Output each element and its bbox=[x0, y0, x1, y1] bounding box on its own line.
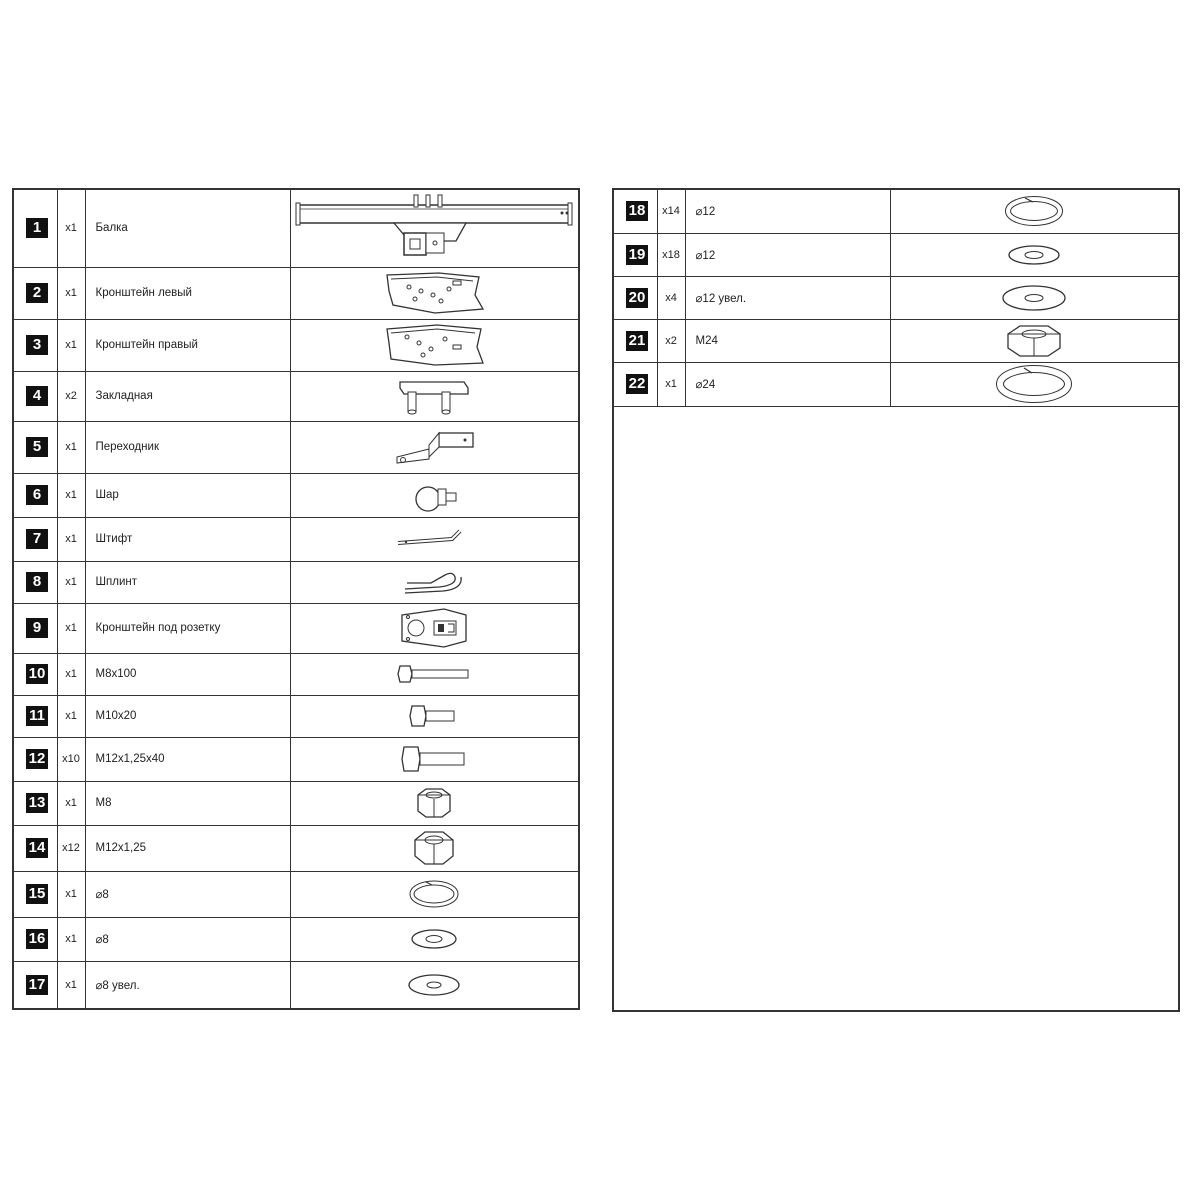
left-bracket-icon bbox=[291, 269, 579, 317]
large-spring-washer-icon bbox=[891, 363, 1179, 405]
item-quantity: x1 bbox=[57, 517, 85, 561]
item-name: M12x1,25x40 bbox=[85, 737, 290, 781]
item-name: M10x20 bbox=[85, 695, 290, 737]
item-quantity: x4 bbox=[657, 276, 685, 319]
table-row bbox=[13, 319, 579, 371]
table-row bbox=[13, 189, 579, 267]
item-quantity: x18 bbox=[657, 233, 685, 276]
item-name: Кронштейн правый bbox=[85, 319, 290, 371]
item-number: 6 bbox=[26, 485, 48, 505]
spring-washer-icon bbox=[891, 193, 1179, 229]
item-quantity: x14 bbox=[657, 189, 685, 233]
item-name: ⌀8 увел. bbox=[85, 961, 290, 1009]
item-name: Закладная bbox=[85, 371, 290, 421]
item-name: ⌀8 bbox=[85, 917, 290, 961]
table-row bbox=[13, 371, 579, 421]
item-number: 16 bbox=[26, 929, 48, 949]
item-name: Шплинт bbox=[85, 561, 290, 603]
item-number: 20 bbox=[626, 288, 648, 308]
item-name: M8 bbox=[85, 781, 290, 825]
item-quantity: x1 bbox=[57, 421, 85, 473]
item-quantity: x1 bbox=[57, 961, 85, 1009]
tow-ball-icon bbox=[291, 475, 579, 515]
item-name: Переходник bbox=[85, 421, 290, 473]
item-name: ⌀12 увел. bbox=[685, 276, 890, 319]
item-name: Балка bbox=[85, 189, 290, 267]
parts-table-right bbox=[612, 188, 1180, 1012]
large-washer-icon bbox=[291, 969, 579, 1001]
item-name: Кронштейн под розетку bbox=[85, 603, 290, 653]
table-row bbox=[13, 473, 579, 517]
table-row bbox=[13, 421, 579, 473]
table-row bbox=[13, 917, 579, 961]
item-quantity: x1 bbox=[57, 561, 85, 603]
socket-bracket-icon bbox=[291, 605, 579, 651]
embedded-plate-icon bbox=[291, 374, 579, 418]
item-quantity: x1 bbox=[57, 781, 85, 825]
item-quantity: x2 bbox=[657, 319, 685, 362]
table-row bbox=[613, 319, 1179, 362]
short-bolt-icon bbox=[291, 702, 579, 730]
item-number: 12 bbox=[26, 749, 48, 769]
item-name: ⌀12 bbox=[685, 189, 890, 233]
table-row bbox=[13, 653, 579, 695]
item-number: 8 bbox=[26, 572, 48, 592]
tow-beam-icon bbox=[291, 193, 579, 263]
table-row bbox=[13, 871, 579, 917]
item-number: 18 bbox=[626, 201, 648, 221]
parts-table-left bbox=[12, 188, 580, 1010]
item-number: 2 bbox=[26, 283, 48, 303]
flat-washer-icon bbox=[291, 924, 579, 954]
item-number: 7 bbox=[26, 529, 48, 549]
item-quantity: x1 bbox=[57, 871, 85, 917]
item-quantity: x1 bbox=[657, 362, 685, 406]
item-number: 19 bbox=[626, 245, 648, 265]
table-row bbox=[13, 825, 579, 871]
item-number: 10 bbox=[26, 664, 48, 684]
item-quantity: x10 bbox=[57, 737, 85, 781]
table-row bbox=[13, 267, 579, 319]
item-quantity: x1 bbox=[57, 267, 85, 319]
item-name: ⌀24 bbox=[685, 362, 890, 406]
table-row bbox=[613, 276, 1179, 319]
table-row bbox=[613, 189, 1179, 233]
cotter-pin-icon bbox=[291, 567, 579, 597]
item-quantity: x1 bbox=[57, 603, 85, 653]
item-number: 11 bbox=[26, 706, 48, 726]
medium-bolt-icon bbox=[291, 743, 579, 775]
item-quantity: x1 bbox=[57, 319, 85, 371]
item-name: Кронштейн левый bbox=[85, 267, 290, 319]
table-row bbox=[613, 362, 1179, 406]
item-name: ⌀12 bbox=[685, 233, 890, 276]
item-number: 1 bbox=[26, 218, 48, 238]
spring-washer-icon bbox=[291, 877, 579, 911]
item-name: Штифт bbox=[85, 517, 290, 561]
adapter-icon bbox=[291, 427, 579, 467]
item-name: M12x1,25 bbox=[85, 825, 290, 871]
item-quantity: x1 bbox=[57, 917, 85, 961]
item-quantity: x1 bbox=[57, 653, 85, 695]
table-row bbox=[613, 233, 1179, 276]
item-number: 15 bbox=[26, 884, 48, 904]
item-quantity: x1 bbox=[57, 473, 85, 517]
table-row bbox=[13, 961, 579, 1009]
item-number: 17 bbox=[26, 975, 48, 995]
long-bolt-icon bbox=[291, 660, 579, 688]
item-quantity: x2 bbox=[57, 371, 85, 421]
large-washer-icon bbox=[891, 281, 1179, 315]
item-name: Шар bbox=[85, 473, 290, 517]
item-quantity: x1 bbox=[57, 695, 85, 737]
flat-washer-icon bbox=[891, 240, 1179, 270]
item-name: ⌀8 bbox=[85, 871, 290, 917]
table-row bbox=[13, 781, 579, 825]
item-name: M24 bbox=[685, 319, 890, 362]
item-number: 22 bbox=[626, 374, 648, 394]
small-nut-icon bbox=[291, 785, 579, 821]
table-row bbox=[13, 737, 579, 781]
table-row bbox=[13, 517, 579, 561]
item-number: 14 bbox=[26, 838, 48, 858]
item-number: 5 bbox=[26, 437, 48, 457]
item-number: 13 bbox=[26, 793, 48, 813]
item-name: M8x100 bbox=[85, 653, 290, 695]
item-quantity: x1 bbox=[57, 189, 85, 267]
item-number: 9 bbox=[26, 618, 48, 638]
nut-icon bbox=[291, 828, 579, 868]
pin-icon bbox=[291, 527, 579, 551]
large-nut-icon bbox=[891, 322, 1179, 360]
item-number: 21 bbox=[626, 331, 648, 351]
table-row bbox=[13, 695, 579, 737]
item-number: 3 bbox=[26, 335, 48, 355]
empty-area bbox=[613, 406, 1179, 1011]
item-quantity: x12 bbox=[57, 825, 85, 871]
table-row bbox=[13, 561, 579, 603]
right-bracket-icon bbox=[291, 321, 579, 369]
item-number: 4 bbox=[26, 386, 48, 406]
table-row bbox=[13, 603, 579, 653]
